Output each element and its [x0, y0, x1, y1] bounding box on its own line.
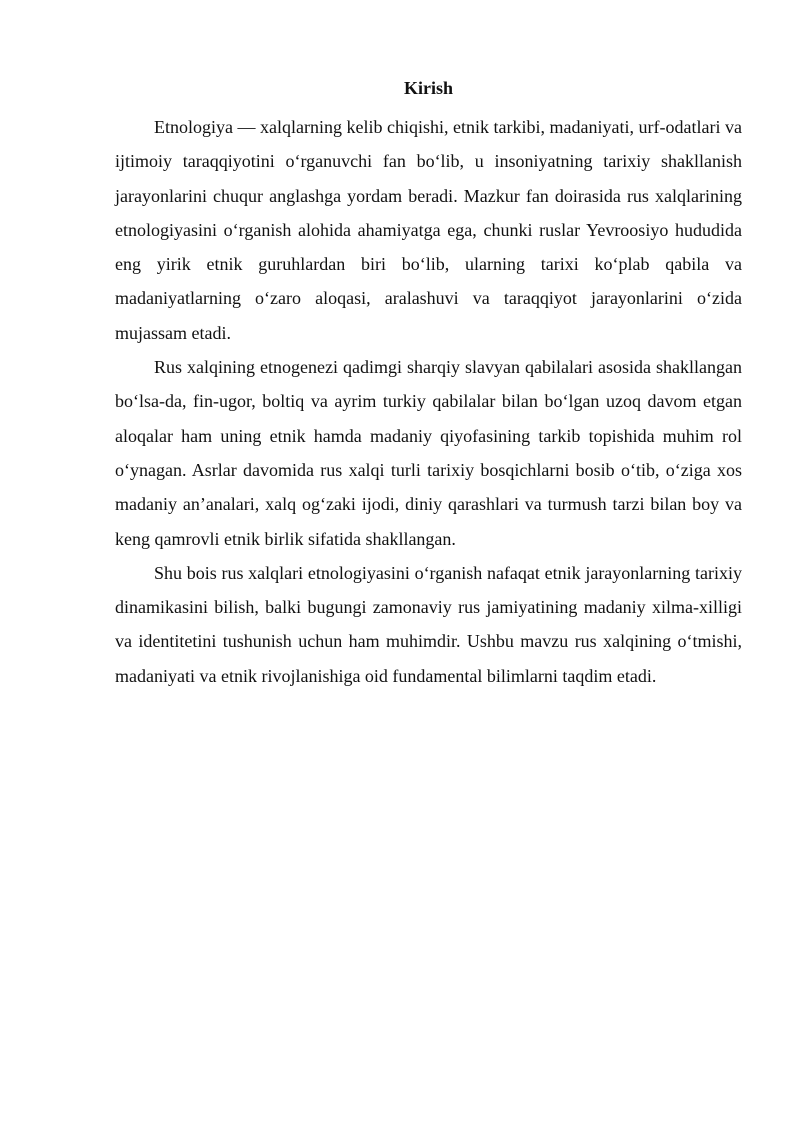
paragraph-ethnogenesis: Rus xalqining etnogenezi qadimgi sharqiy slavyan qabilalari asosida shakllangan bo‘lsa-da, fin-ugor, boltiq va ayrim turkiy qabilalar bilan bo‘lgan uzoq davom etgan aloqalar ham uning etnik hamda madaniy qiyofasining tarkib topishida muhim rol o‘ynagan. Asrlar davomida rus xalqi turli tarixiy bosqichlarni bosib o‘tib, o‘ziga xos madaniy an’analari, xalq og‘zaki ijodi, diniy qarashlari va turmush tarzi bilan boy va keng qamrovli etnik birlik sifatida shakllangan. [115, 357, 742, 549]
page-title: Kirish [403, 78, 453, 98]
document-body [115, 76, 742, 693]
paragraph-intro: Etnologiya — xalqlarning kelib chiqishi, etnik tarkibi, madaniyati, urf-odatlari va ijtimoiy taraqqiyotini o‘rganuvchi fan bo‘lib, u insoniyatning tarixiy shakllanish jarayonlarini chuqur anglashga yordam beradi. Mazkur fan doirasida rus xalqlarining etnologiyasini o‘rganish alohida ahamiyatga ega, chunki ruslar Yevroosiyo hududida eng yirik etnik guruhlardan biri bo‘lib, ularning tarixi ko‘plab qabila va madaniyatlarning o‘zaro aloqasi, aralashuvi va taraqqiyot jarayonlarini o‘zida mujassam etadi. [115, 117, 742, 343]
paragraph-conclusion: Shu bois rus xalqlari etnologiyasini o‘rganish nafaqat etnik jarayonlarning tarixiy dinamikasini bilish, balki bugungi zamonaviy rus jamiyatining madaniy xilma-xilligi va identitetini tushunish uchun ham muhimdir. Ushbu mavzu rus xalqining o‘tmishi, madaniyati va etnik rivojlanishiga oid fundamental bilimlarni taqdim etadi. [115, 562, 742, 686]
